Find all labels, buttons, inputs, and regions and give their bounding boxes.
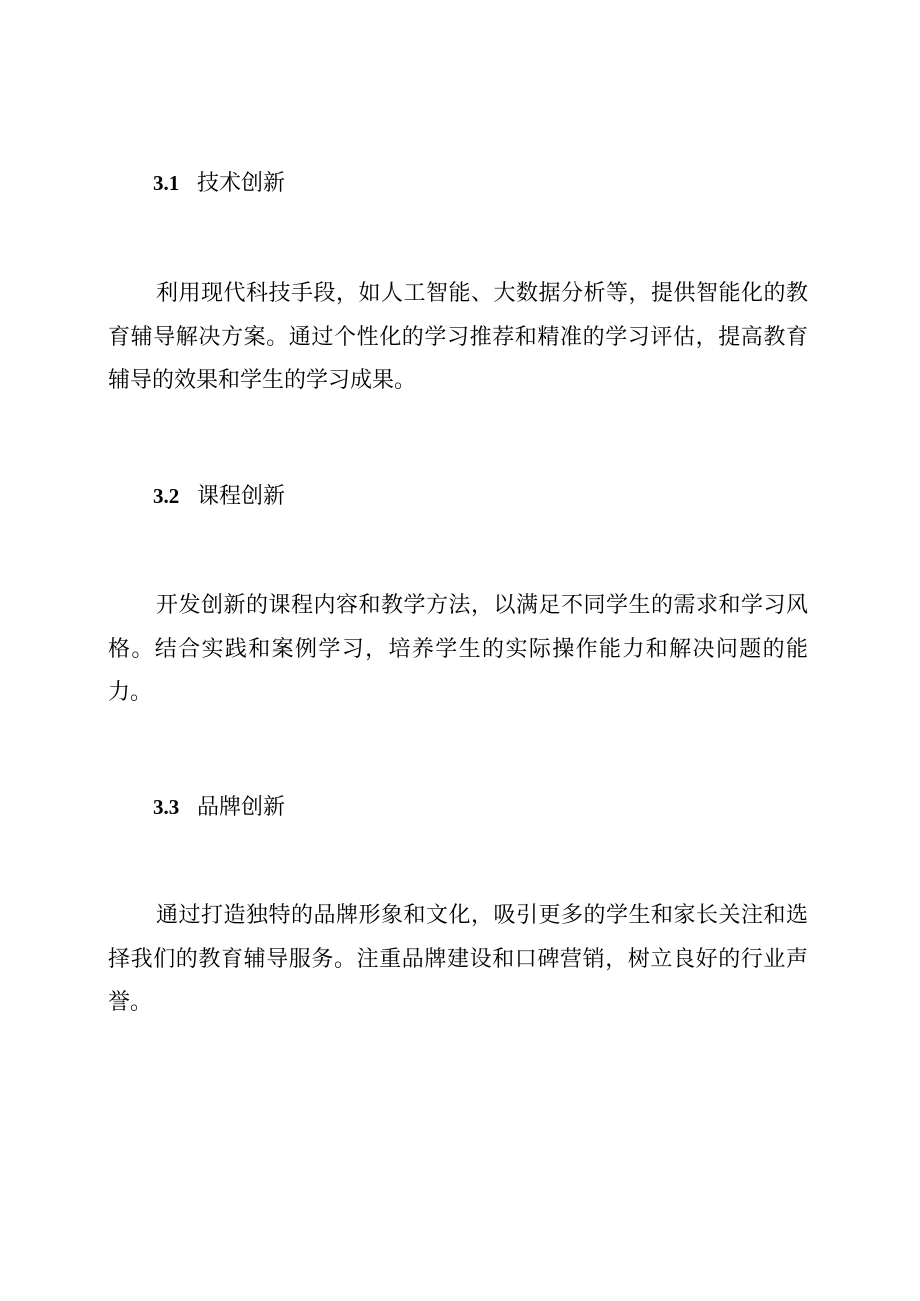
section-paragraph-3-2: 开发创新的课程内容和教学方法，以满足不同学生的需求和学习风格。结合实践和案例学习，培养学生的实际操作能力和解决问题的能力。 bbox=[108, 593, 808, 705]
section-paragraph-3-3: 通过打造独特的品牌形象和文化，吸引更多的学生和家长关注和选择我们的教育辅导服务。注重品牌建设和口碑营销，树立良好的行业声誉。 bbox=[108, 903, 808, 1015]
section-paragraph-3-1: 利用现代科技手段，如人工智能、大数据分析等，提供智能化的教育辅导解决方案。通过个性化的学习推荐和精准的学习评估，提高教育辅导的效果和学生的学习成果。 bbox=[108, 281, 808, 393]
section-title: 品牌创新 bbox=[197, 795, 286, 820]
section-number: 3.1 bbox=[153, 171, 180, 195]
section-heading-3-1 bbox=[153, 168, 285, 198]
section-title: 技术创新 bbox=[197, 171, 286, 196]
section-heading-3-3 bbox=[153, 792, 285, 822]
section-number: 3.3 bbox=[153, 795, 180, 819]
section-number: 3.2 bbox=[153, 484, 180, 508]
section-title: 课程创新 bbox=[197, 484, 286, 509]
section-heading-3-2 bbox=[153, 481, 285, 511]
